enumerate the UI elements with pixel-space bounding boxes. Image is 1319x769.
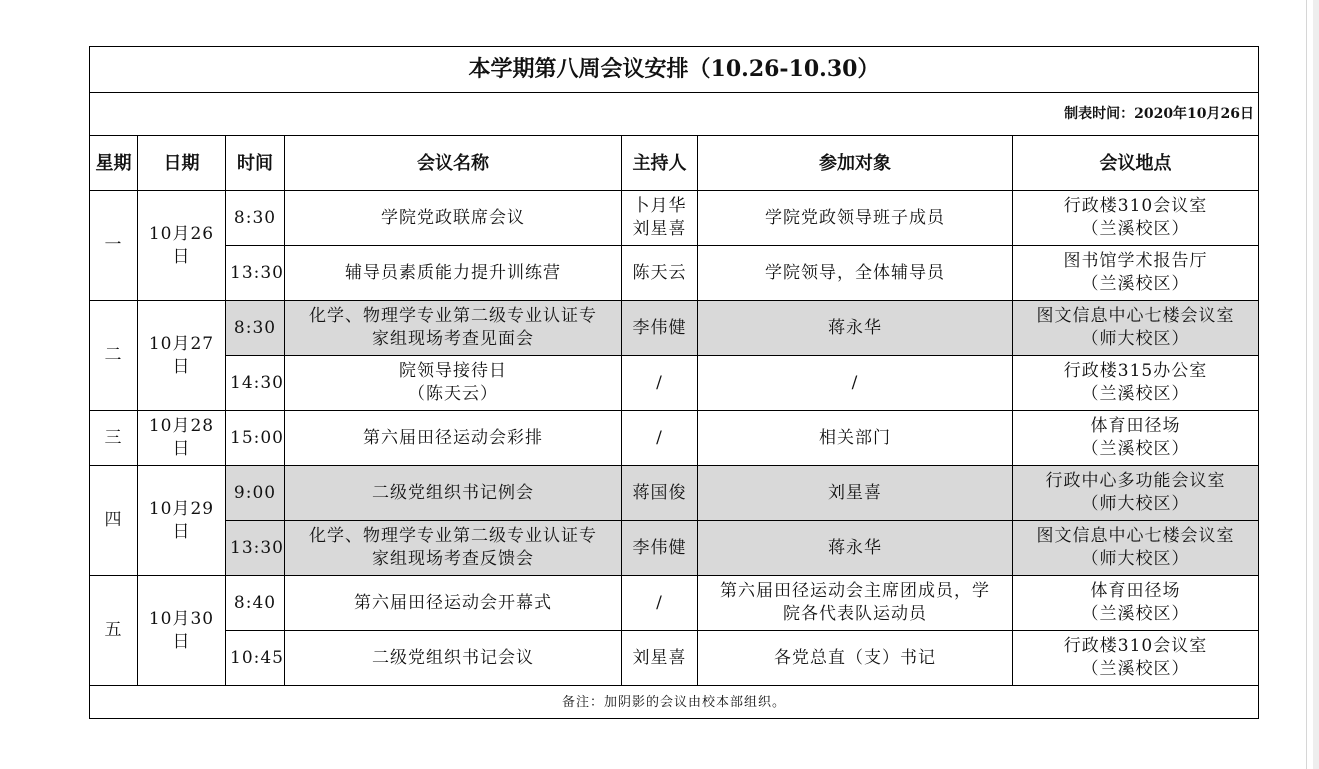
table-title: 本学期第八周会议安排（10.26-10.30） [90,47,1259,93]
attendees-cell [698,631,1013,686]
location-cell-line: 图书馆学术报告厅 [1063,251,1208,271]
meeting-name-cell [285,246,622,301]
meeting-name-cell [285,521,622,576]
made-time: 制表时间：2020年10月26日 [90,93,1259,136]
attendees-cell-line: 相关部门 [819,427,891,448]
time-cell: 13:30 [226,521,285,576]
meeting-name-cell-line: 化学、物理学专业第二级专业认证专 [309,306,597,326]
host-cell-line: 刘星喜 [632,219,687,239]
table-note: 备注：加阴影的会议由校本部组织。 [90,686,1259,719]
meeting-name-cell-line: 家组现场考查见面会 [372,329,534,349]
location-cell [1013,411,1259,466]
attendees-cell [698,191,1013,246]
location-cell [1013,246,1259,301]
header-date: 日期 [138,136,226,191]
host-cell-line: 刘星喜 [632,647,687,668]
meeting-row [90,301,1259,356]
host-cell [622,466,698,521]
meeting-row [90,191,1259,246]
date-cell: 10月27日 [138,301,226,411]
host-cell [622,191,698,246]
header-host: 主持人 [622,136,698,191]
location-cell-line: （兰溪校区） [1081,439,1190,459]
host-cell-line: / [656,427,663,448]
location-cell-line: （师大校区） [1081,549,1190,569]
meeting-name-cell-line: 二级党组织书记会议 [372,647,534,668]
date-cell: 10月28日 [138,411,226,466]
time-cell: 9:00 [226,466,285,521]
attendees-cell-line: 院各代表队运动员 [783,604,927,624]
meeting-name-cell [285,576,622,631]
location-cell [1013,631,1259,686]
page-edge [1306,0,1307,769]
location-cell-line: （师大校区） [1081,329,1190,349]
meeting-name-cell [285,411,622,466]
meeting-name-cell-line: 辅导员素质能力提升训练营 [345,262,561,283]
attendees-cell-line: 第六届田径运动会主席团成员，学 [720,581,990,601]
time-cell: 8:30 [226,191,285,246]
meeting-row [90,246,1259,301]
host-cell-line: 陈天云 [632,262,687,283]
host-cell [622,576,698,631]
header-attendees: 参加对象 [698,136,1013,191]
meeting-row [90,521,1259,576]
location-cell-line: （兰溪校区） [1081,219,1190,239]
time-cell: 13:30 [226,246,285,301]
header-name: 会议名称 [285,136,622,191]
location-cell [1013,521,1259,576]
location-cell [1013,466,1259,521]
meeting-row [90,356,1259,411]
host-cell [622,301,698,356]
location-cell [1013,191,1259,246]
meeting-row [90,576,1259,631]
meeting-name-cell-line: 二级党组织书记例会 [372,482,534,503]
attendees-cell [698,521,1013,576]
weekday-cell: 五 [90,576,138,686]
host-cell-line: / [656,372,663,393]
weekday-cell: 二 [90,301,138,411]
location-cell-line: （兰溪校区） [1081,604,1190,624]
host-cell-line: 卜月华 [632,196,687,216]
header-row [90,136,1259,191]
host-cell-line: 蒋国俊 [632,482,687,503]
meeting-name-cell-line: 家组现场考查反馈会 [372,549,534,569]
meeting-name-cell-line: 第六届田径运动会开幕式 [354,592,552,613]
time-cell: 14:30 [226,356,285,411]
meeting-row [90,631,1259,686]
meeting-name-cell-line: 化学、物理学专业第二级专业认证专 [309,526,597,546]
location-cell-line: 行政楼310会议室 [1063,636,1208,656]
header-time: 时间 [226,136,285,191]
host-cell [622,631,698,686]
meeting-name-cell-line: 学院党政联席会议 [381,207,525,228]
meeting-name-cell [285,631,622,686]
attendees-cell [698,411,1013,466]
location-cell-line: （兰溪校区） [1081,384,1190,404]
meeting-name-cell [285,356,622,411]
host-cell [622,521,698,576]
time-cell: 10:45 [226,631,285,686]
host-cell-line: / [656,592,663,613]
location-cell-line: 体育田径场 [1090,581,1181,601]
attendees-cell-line: 蒋永华 [828,537,882,558]
attendees-cell-line: / [851,372,859,393]
attendees-cell-line: 刘星喜 [828,482,882,503]
attendees-cell [698,576,1013,631]
page-scrollbar-track[interactable] [1313,0,1319,769]
meeting-name-cell [285,191,622,246]
meeting-name-cell-line: （陈天云） [408,384,498,404]
location-cell-line: （师大校区） [1081,494,1190,514]
date-cell: 10月29日 [138,466,226,576]
location-cell-line: （兰溪校区） [1081,274,1190,294]
host-cell-line: 李伟健 [632,317,687,338]
date-cell: 10月30日 [138,576,226,686]
host-cell [622,246,698,301]
location-cell [1013,356,1259,411]
time-cell: 8:30 [226,301,285,356]
time-cell: 15:00 [226,411,285,466]
host-cell [622,356,698,411]
meeting-row [90,466,1259,521]
location-cell-line: （兰溪校区） [1081,659,1190,679]
meeting-schedule-table [89,46,1259,719]
location-cell-line: 行政楼310会议室 [1063,196,1208,216]
time-cell: 8:40 [226,576,285,631]
attendees-cell-line: 蒋永华 [828,317,882,338]
weekday-cell: 三 [90,411,138,466]
note-row [90,686,1259,719]
attendees-cell-line: 各党总直（支）书记 [774,647,936,668]
header-location: 会议地点 [1013,136,1259,191]
attendees-cell-line: 学院党政领导班子成员 [765,207,945,228]
attendees-cell-line: 学院领导，全体辅导员 [765,262,945,283]
host-cell-line: 李伟健 [632,537,687,558]
location-cell-line: 体育田径场 [1090,416,1181,436]
attendees-cell [698,466,1013,521]
attendees-cell [698,301,1013,356]
location-cell [1013,576,1259,631]
location-cell [1013,301,1259,356]
meeting-name-cell-line: 第六届田径运动会彩排 [363,427,543,448]
meeting-name-cell-line: 院领导接待日 [399,361,507,381]
weekday-cell: 四 [90,466,138,576]
location-cell-line: 图文信息中心七楼会议室 [1036,306,1235,326]
attendees-cell [698,356,1013,411]
meeting-name-cell [285,301,622,356]
location-cell-line: 图文信息中心七楼会议室 [1036,526,1235,546]
host-cell [622,411,698,466]
location-cell-line: 行政中心多功能会议室 [1045,471,1226,491]
meeting-name-cell [285,466,622,521]
date-cell: 10月26日 [138,191,226,301]
weekday-cell: 一 [90,191,138,301]
attendees-cell [698,246,1013,301]
header-weekday: 星期 [90,136,138,191]
meeting-row [90,411,1259,466]
location-cell-line: 行政楼315办公室 [1063,361,1208,381]
